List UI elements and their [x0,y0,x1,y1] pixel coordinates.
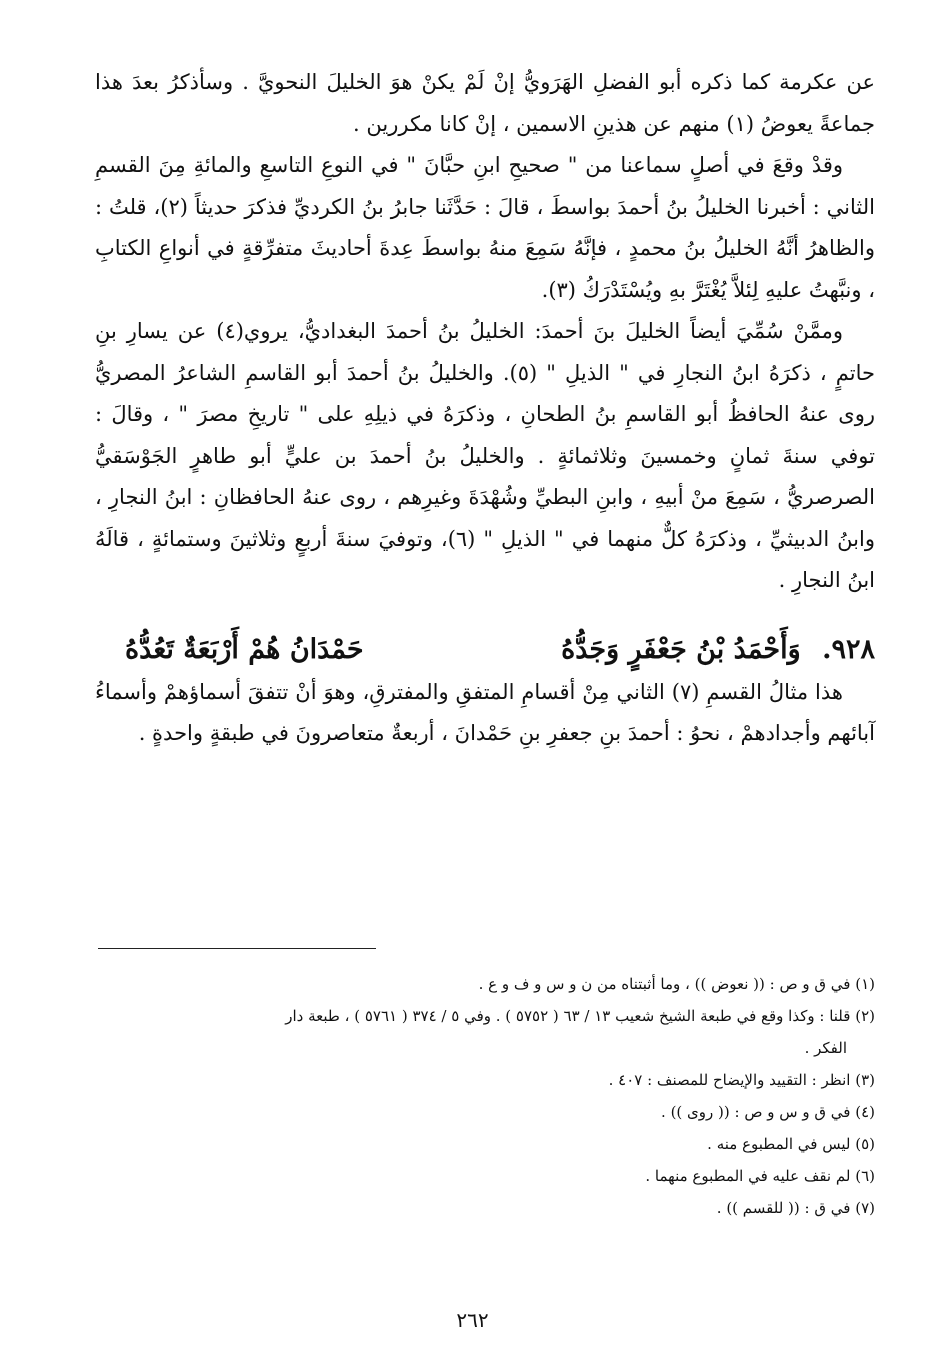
footnote-text: انظر : التقييد والإيضاح للمصنف : ٤٠٧ . [608,1071,851,1089]
footnote-number: (٧) [855,1199,875,1217]
footnote-5 [95,1128,875,1160]
footnote-text: قلنا : وكذا وقع في طبعة الشيخ شعيب ١٣ / ٦٣ ( ٥٧٥٢ ) . وفي ٥ / ٣٧٤ ( ٥٧٦١ ) ، طبعة دار [285,1007,851,1025]
footnote-divider [98,948,376,949]
footnote-number: (٦) [855,1167,875,1185]
footnote-1 [95,968,875,1000]
verse-line [95,628,875,672]
footnote-continuation: الفكر . [804,1039,847,1057]
footnote-text: ليس في المطبوع منه . [707,1135,851,1153]
footnote-number: (٣) [855,1071,875,1089]
paragraph-2: وقدْ وقعَ في أصلٍ سماعنا من " صحيحِ ابنِ حبَّانَ " في النوعِ التاسعِ والمائةِ مِنَ القسمِ الثاني : أخبرنا الخليلُ بنُ أحمدَ بواسطَ ، قالَ : حَدَّثَنا جابرُ بنُ الكرديِّ فذكرَ حديثاً (٢)، قلتُ : والظاهرُ أنَّهُ الخليلُ بنُ محمدٍ ، فإنَّهُ سَمِعَ منهُ بواسطَ عِدةَ أحاديثَ متفرِّقةٍ في أنواعِ الكتابِ ، ونبَّهتُ عليهِ لِئلاَّ يُغْتَرَّ بهِ ويُسْتَدْرَكُ (٣). [95,153,875,302]
footnote-number: (٥) [855,1135,875,1153]
footnote-number: (١) [855,975,875,993]
footnote-2 [95,1000,875,1064]
footnote-number: (٢) [855,1007,875,1025]
main-text [95,62,875,602]
footnote-text: لم نقف عليه في المطبوع منهما . [645,1167,851,1185]
footnote-text: في ق و س و ص : (( روى )) . [661,1103,851,1121]
footnote-6 [95,1160,875,1192]
verse-first-half [561,628,875,672]
page-body [95,62,875,755]
paragraph-4: هذا مثالُ القسمِ (٧) الثاني مِنْ أقسامِ المتفقِ والمفترقِ، وهوَ أنْ تتفقَ أسماؤهمْ وأسماءُ آبائهم وأجدادهمْ ، نحوُ : أحمدَ بنِ جعفرِ بنِ حَمْدانَ ، أربعةٌ متعاصرونَ في طبقةٍ واحدةٍ . [95,679,875,745]
verse-hemistich-1: وَأَحْمَدُ بْنُ جَعْفَرٍ وَجَدُّهُ [561,633,801,665]
footnotes [95,968,875,1224]
paragraph-1: عن عكرمة كما ذكره أبو الفضلِ الهَرَويُّ إنْ لَمْ يكنْ هوَ الخليلَ النحويَّ . وسأذكرُ بعدَ هذا جماعةً يعوضُ (١) منهم عن هذينِ الاسمين ، إنْ كانا مكررين . [95,70,875,136]
footnote-text: في ق : (( للقسم )) . [716,1199,851,1217]
verse-number: ٩٢٨. [822,633,875,665]
footnote-number: (٤) [855,1103,875,1121]
page-number: ٢٦٢ [456,1308,489,1332]
verse-hemistich-2: حَمْدَانُ هُمْ أَرْبَعَةٌ تَعُدُّهُ [125,633,364,665]
commentary-text [95,672,875,755]
paragraph-3: وممَّنْ سُمِّيَ أيضاً الخليلَ بنَ أحمدَ: الخليلُ بنُ أحمدَ البغداديُّ، يروي(٤) عن يسارِ بنِ حاتمٍ ، ذكرَهُ ابنُ النجارِ في " الذيلِ " (٥). والخليلُ بنُ أحمدَ أبو القاسمِ الشاعرُ المصريُّ روى عنهُ الحافظُ أبو القاسمِ بنُ الطحانِ ، وذكرَهُ في ذيلِهِ على " تاريخِ مصرَ " ، وقالَ : توفي سنةَ ثمانٍ وخمسينَ وثلاثمائةٍ . والخليلُ بنُ أحمدَ بن عليٍّ أبو طاهرٍ الجَوْسَقيُّ الصرصريُّ ، سَمِعَ منْ أبيهِ ، وابنِ البطيِّ وشُهْدَةَ وغيرِهم ، روى عنهُ الحافظانِ : ابنُ النجارِ ، وابنُ الدبيثيِّ ، وذكرَهُ كلٌّ منهما في " الذيلِ " (٦)، وتوفيَ سنةَ أربعٍ وثلاثينَ وستمائةٍ ، قالَهُ ابنُ النجارِ . [95,319,875,592]
footnote-7 [95,1192,875,1224]
footnote-4 [95,1096,875,1128]
footnote-3 [95,1064,875,1096]
footnote-text: في ق و ص : (( نعوض )) ، وما أثبتناه من ن و س و ف و ع . [478,975,851,993]
